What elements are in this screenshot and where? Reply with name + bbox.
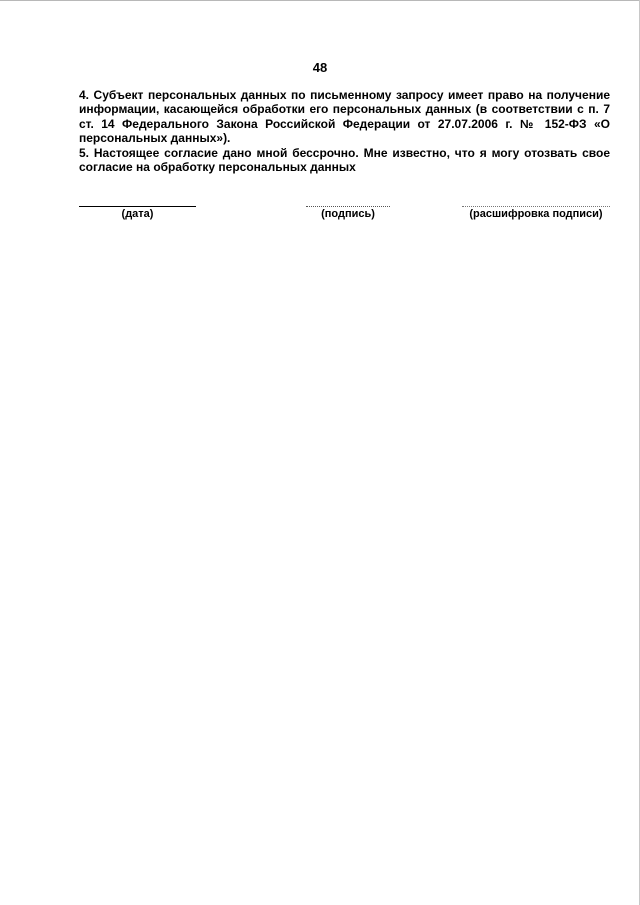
paragraph-5: 5. Настоящее согласие дано мной бессрочно. Мне известно, что я могу отозвать свое согласие на обработку персональных данных (79, 145, 610, 175)
name-decoding-line (462, 206, 610, 207)
signature-line (306, 206, 390, 207)
date-caption: (дата) (121, 208, 154, 220)
page-number: 48 (312, 60, 328, 75)
date-line (79, 206, 196, 207)
name-decoding-caption: (расшифровка подписи) (469, 208, 603, 220)
signature-caption: (подпись) (321, 208, 375, 220)
paragraph-4: 4. Субъект персональных данных по письменному запросу имеет право на получение информации, касающейся обработки его персональных данных (в соответствии с п. 7 ст. 14 Федерального Закона Российской Федерации от 27.07.2006 г. № 152-ФЗ «О персональных данных»). (79, 88, 610, 146)
consent-text (79, 88, 610, 174)
page-top-edge (0, 0, 640, 1)
